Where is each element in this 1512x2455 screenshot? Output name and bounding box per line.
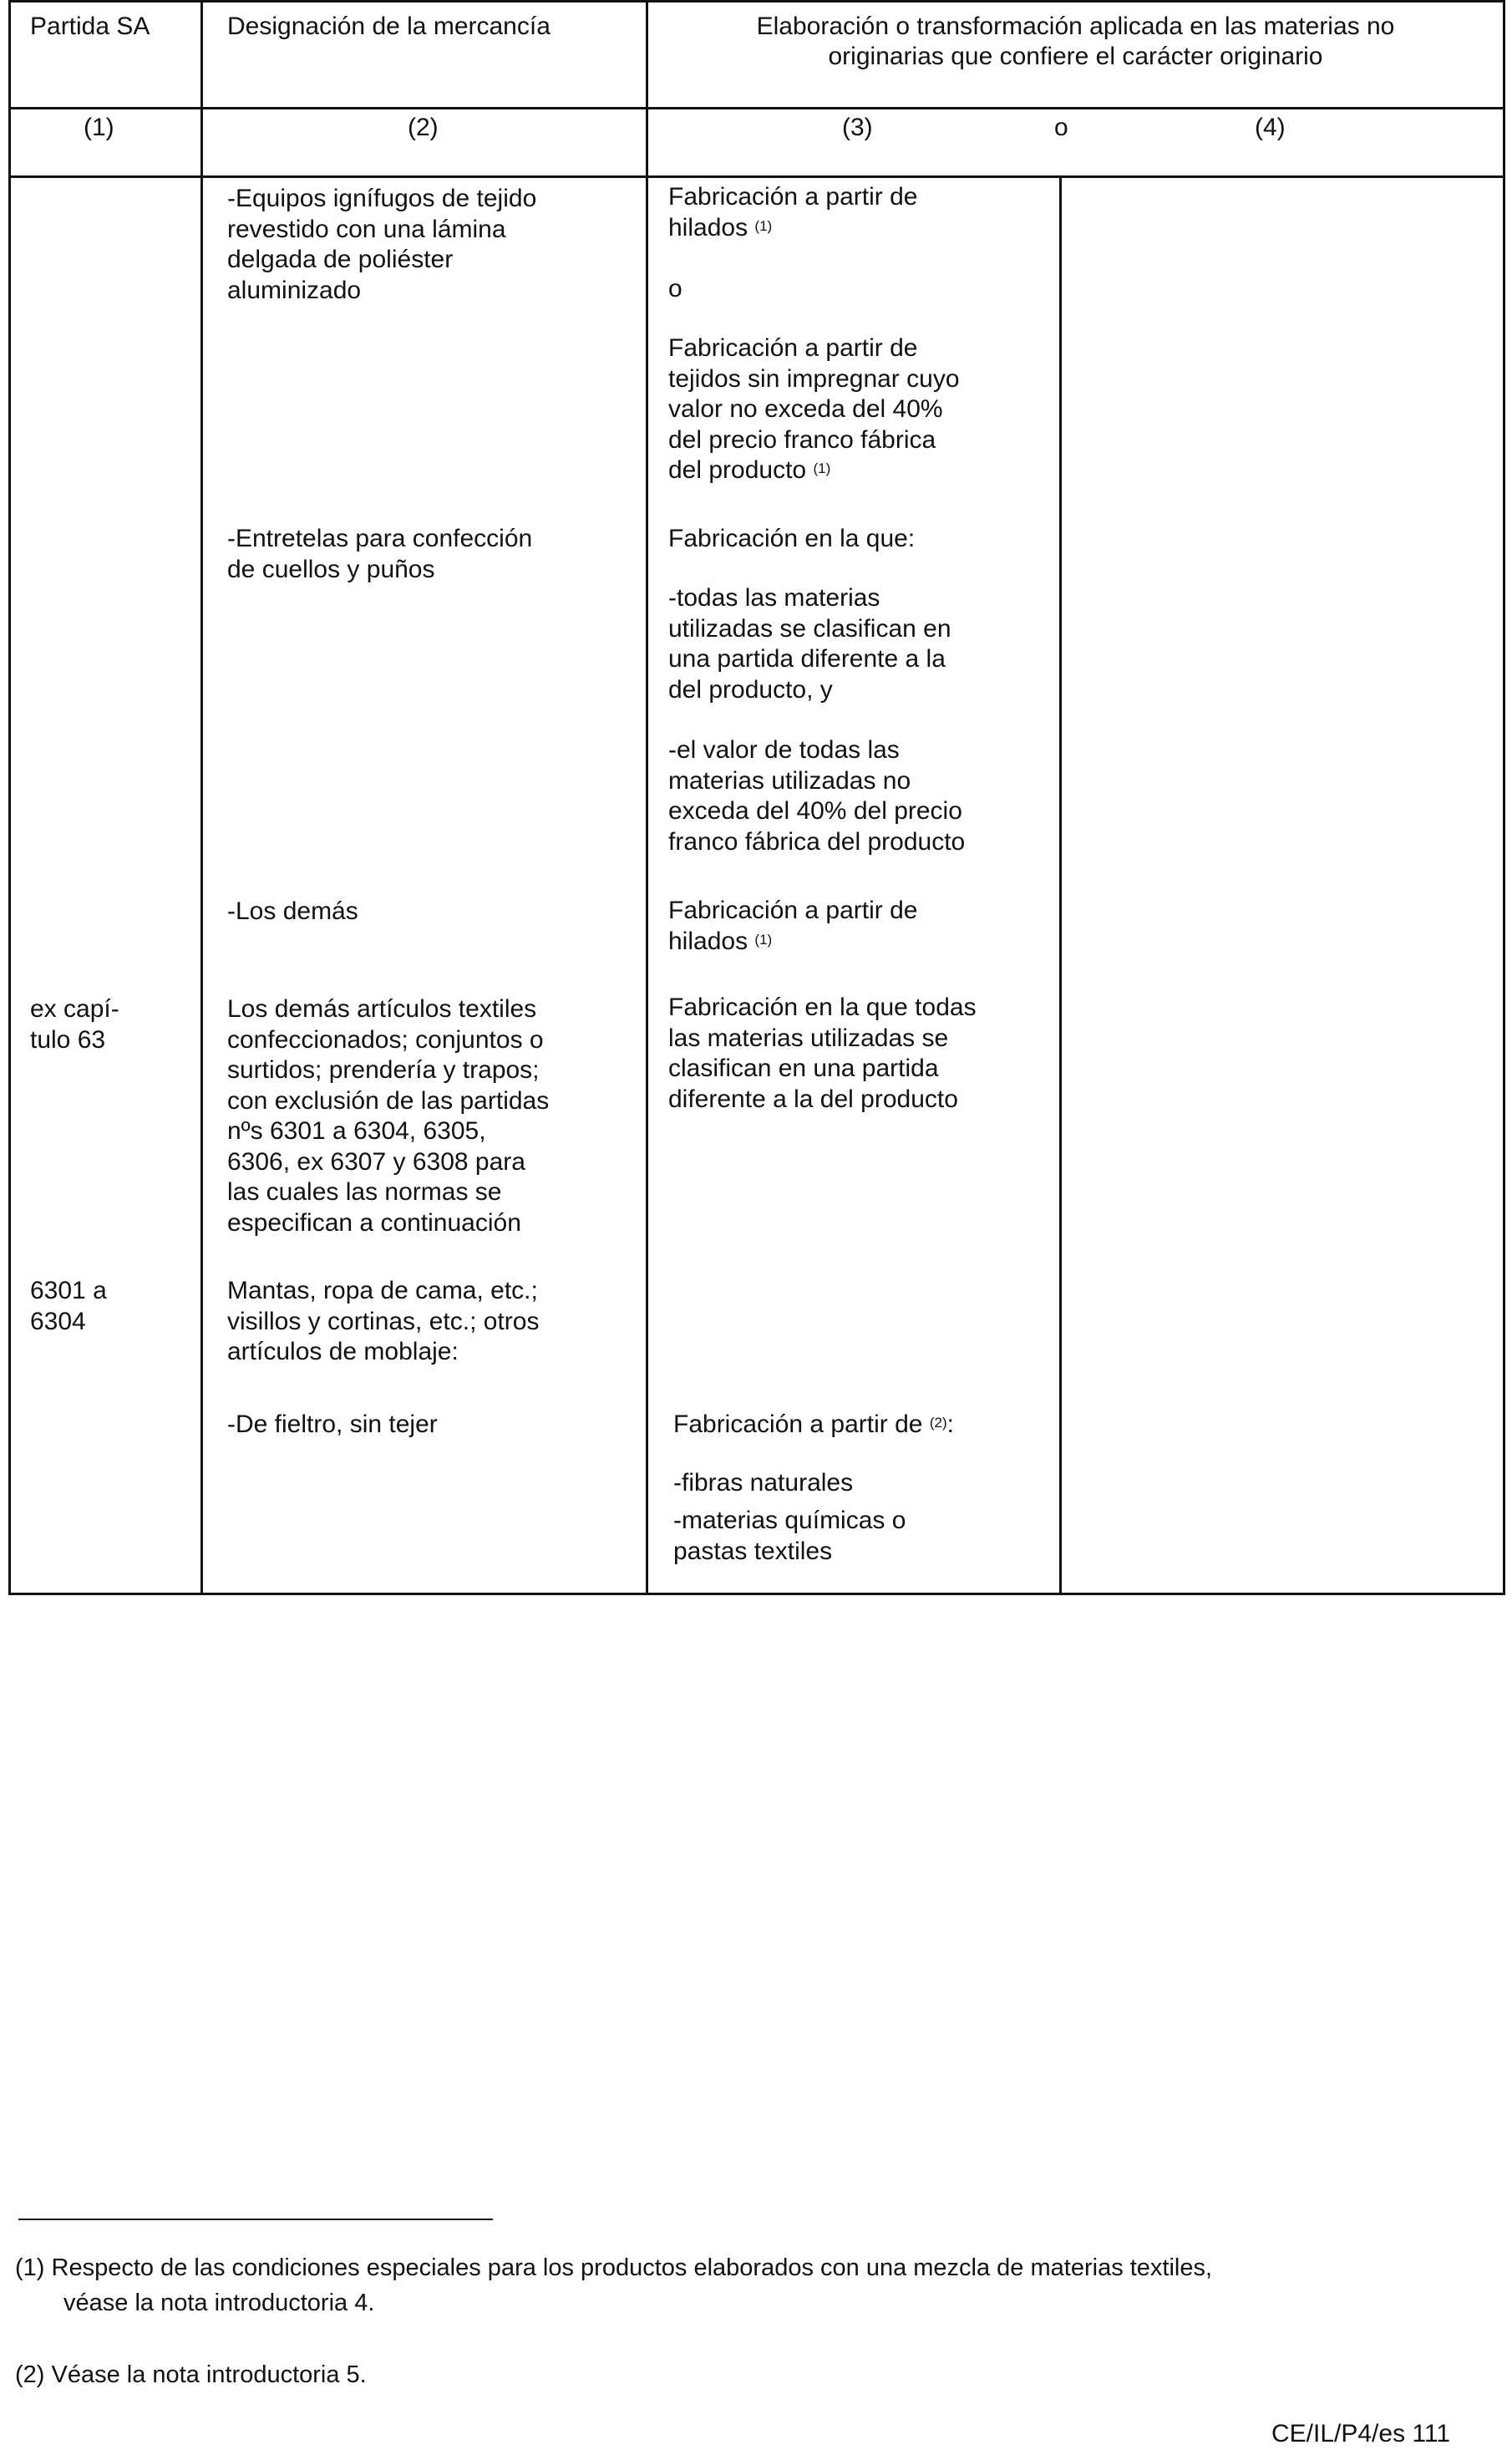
row6-rule-colon: : bbox=[946, 1410, 954, 1438]
header-designacion: Designación de la mercancía bbox=[227, 13, 551, 40]
footnote-ref-1: (1) bbox=[813, 460, 831, 476]
footnote-1-line2: véase la nota introductoria 4. bbox=[63, 2290, 375, 2316]
row3-designation: -Los demás bbox=[227, 897, 358, 925]
footnote-1-line1: (1) Respecto de las condiciones especiales para los productos elaborados con una mezcla de materias textiles, bbox=[15, 2254, 1213, 2281]
footnote-ref-1: (1) bbox=[754, 217, 773, 234]
row5-designation: Mantas, ropa de cama, etc.; visillos y cortinas, etc.; otros artículos de moblaje: bbox=[227, 1277, 540, 1365]
row1-rule-b-text: Fabricación a partir de tejidos sin impregnar cuyo valor no exceda del 40% del precio franco fábrica del producto bbox=[668, 334, 960, 484]
row1-or: o bbox=[668, 275, 682, 302]
row2-rule-bullet1: -todas las materias utilizadas se clasifican en una partida diferente a la del producto, y bbox=[668, 584, 951, 704]
table-left-rule bbox=[8, 0, 11, 1595]
row4-rule: Fabricación en la que todas las materias utilizadas se clasifican en una partida diferente a la del producto bbox=[668, 994, 977, 1113]
footnote-ref-2: (2) bbox=[929, 1415, 947, 1431]
row2-designation: -Entretelas para confección de cuellos y puños bbox=[227, 525, 533, 583]
row6-rule-bullet2: -materias químicas o pastas textiles bbox=[673, 1507, 906, 1565]
header-bottom-rule bbox=[8, 107, 1505, 109]
column-number-or: o bbox=[1054, 114, 1068, 141]
table-right-rule bbox=[1503, 0, 1505, 1595]
footnote-ref-1: (1) bbox=[754, 931, 773, 948]
header-partida-sa: Partida SA bbox=[30, 13, 150, 40]
row2-rule-intro: Fabricación en la que: bbox=[668, 525, 916, 552]
row1-rule-b bbox=[668, 333, 960, 486]
number-row-bottom-rule bbox=[8, 175, 1505, 178]
column-number-3: (3) bbox=[842, 114, 873, 141]
row4-code: ex capí- tulo 63 bbox=[30, 995, 119, 1054]
row6-rule-intro-text: Fabricación a partir de bbox=[673, 1410, 923, 1438]
row6-rule-bullet1: -fibras naturales bbox=[673, 1469, 854, 1497]
header-elaboracion-line2: originarias que confiere el carácter originario bbox=[828, 43, 1323, 70]
row3-rule-text: Fabricación a partir de hilados bbox=[668, 897, 918, 955]
col2-right-rule bbox=[646, 0, 648, 1595]
row1-designation: -Equipos ignífugos de tejido revestido con una lámina delgada de poliéster aluminizado bbox=[227, 185, 537, 304]
col1-right-rule bbox=[200, 0, 203, 1595]
row6-designation: -De fieltro, sin tejer bbox=[227, 1410, 438, 1438]
page-reference: CE/IL/P4/es 111 bbox=[1271, 2420, 1451, 2447]
header-elaboracion-line1: Elaboración o transformación aplicada en las materias no bbox=[756, 13, 1395, 40]
row4-designation: Los demás artículos textiles confeccionados; conjuntos o surtidos; prendería y trapos; con exclusión de las partidas nºs 6301 a 6304, 6305, 6306, ex 6307 y 6308 para las cuales las normas se especifican a continuación bbox=[227, 995, 550, 1237]
row6-rule-intro bbox=[673, 1410, 954, 1441]
table-bottom-rule bbox=[8, 1593, 1505, 1595]
table-top-rule bbox=[8, 0, 1505, 3]
footnote-separator bbox=[18, 2219, 493, 2220]
row1-rule-a-text: Fabricación a partir de hilados bbox=[668, 183, 918, 241]
row2-rule-bullet2: -el valor de todas las materias utilizadas no exceda del 40% del precio franco fábrica del producto bbox=[668, 736, 966, 856]
column-number-2: (2) bbox=[408, 114, 439, 141]
column-number-4: (4) bbox=[1255, 114, 1286, 141]
row3-rule bbox=[668, 896, 917, 957]
column-number-1: (1) bbox=[84, 114, 114, 141]
row1-rule-a bbox=[668, 182, 917, 243]
footnote-2: (2) Véase la nota introductoria 5. bbox=[15, 2361, 367, 2388]
col3-right-rule bbox=[1059, 177, 1062, 1595]
row5-code: 6301 a 6304 bbox=[30, 1277, 107, 1335]
